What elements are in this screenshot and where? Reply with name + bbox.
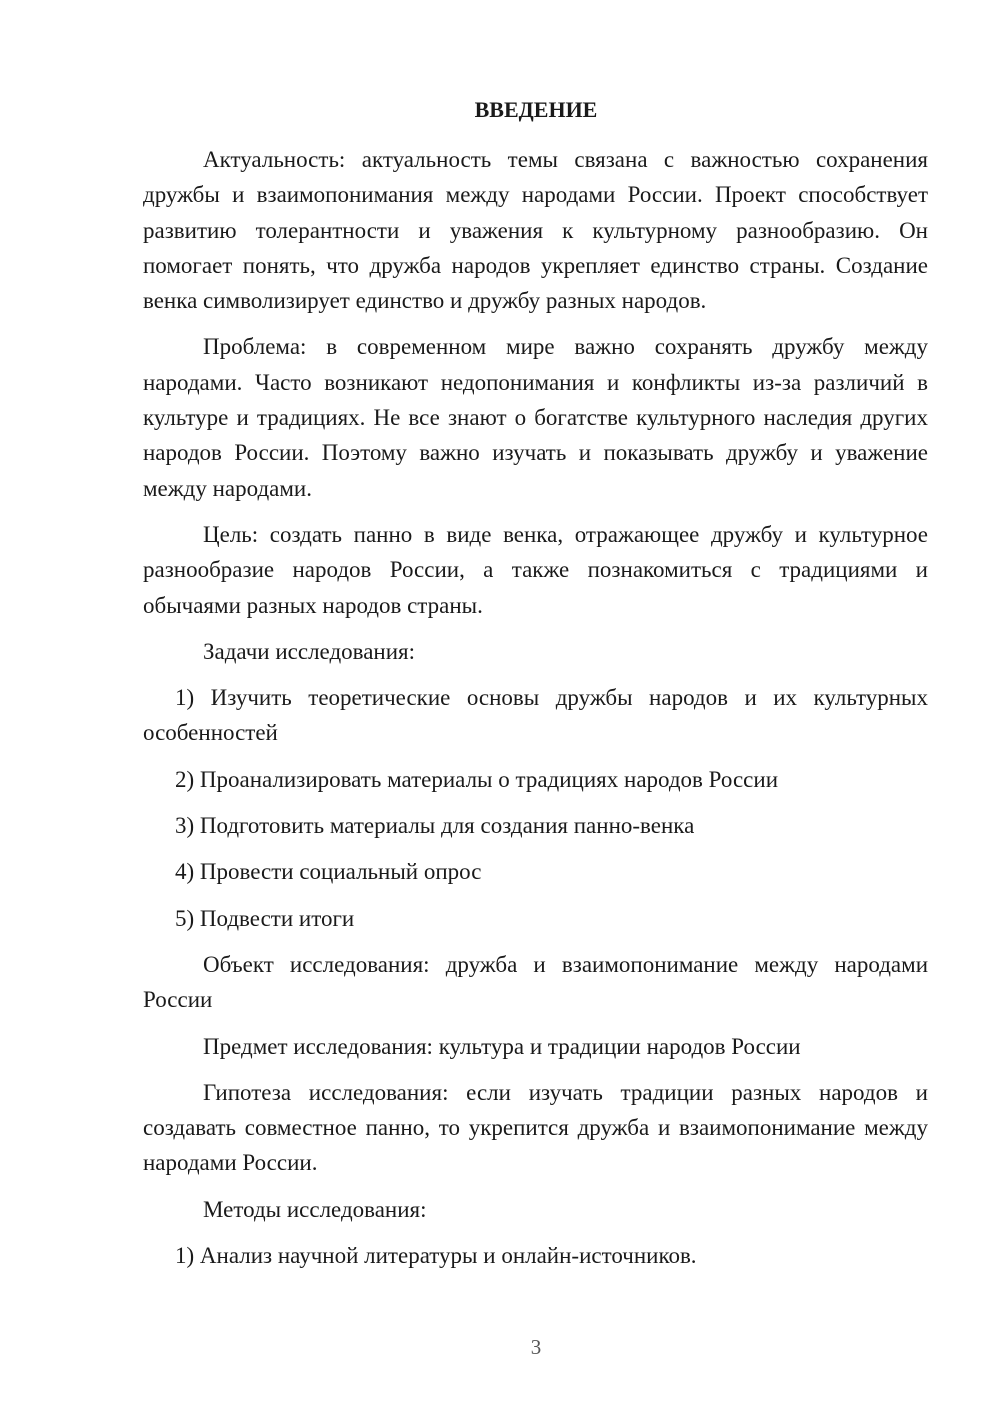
page-number: 3 xyxy=(530,1335,542,1359)
hypothesis-paragraph: Гипотеза исследования: если изучать традиции разных народов и создавать совместное панно, то укрепится дружба и взаимопонимание между народами России. xyxy=(143,1079,928,1176)
task-item: 5) Подвести итоги xyxy=(175,905,355,931)
task-item: 4) Провести социальный опрос xyxy=(175,859,482,885)
relevance-paragraph: Актуальность: актуальность темы связана с важностью сохранения дружбы и взаимопонимания между народами России. Проект способствует развитию толерантности и уважения к культурному разнообразию. Он помогает понять, что дружба народов укрепляет единство страны. Создание венка символизирует единство и дружбу разных народов. xyxy=(143,147,928,314)
subject-paragraph: Предмет исследования: культура и традиции народов России xyxy=(203,1033,801,1059)
methods-heading: Методы исследования: xyxy=(203,1196,427,1222)
object-paragraph: Объект исследования: дружба и взаимопонимание между народами России xyxy=(143,951,928,1013)
document-body xyxy=(143,142,928,1273)
problem-paragraph: Проблема: в современном мире важно сохранять дружбу между народами. Часто возникают недопонимания и конфликты из-за различий в культуре и традициях. Не все знают о богатстве культурного наследия других народов России. Поэтому важно изучать и показывать дружбу и уважение между народами. xyxy=(143,334,928,501)
task-item: 2) Проанализировать материалы о традициях народов России xyxy=(175,766,778,792)
task-item: 3) Подготовить материалы для создания панно-венка xyxy=(175,813,695,839)
method-item: 1) Анализ научной литературы и онлайн-источников. xyxy=(175,1243,697,1269)
page-title: ВВЕДЕНИЕ xyxy=(474,97,598,122)
task-item: 1) Изучить теоретические основы дружбы народов и их культурных особенностей xyxy=(143,685,928,746)
tasks-heading: Задачи исследования: xyxy=(203,638,416,664)
goal-paragraph: Цель: создать панно в виде венка, отражающее дружбу и культурное разнообразие народов России, а также познакомиться с традициями и обычаями разных народов страны. xyxy=(143,521,928,618)
